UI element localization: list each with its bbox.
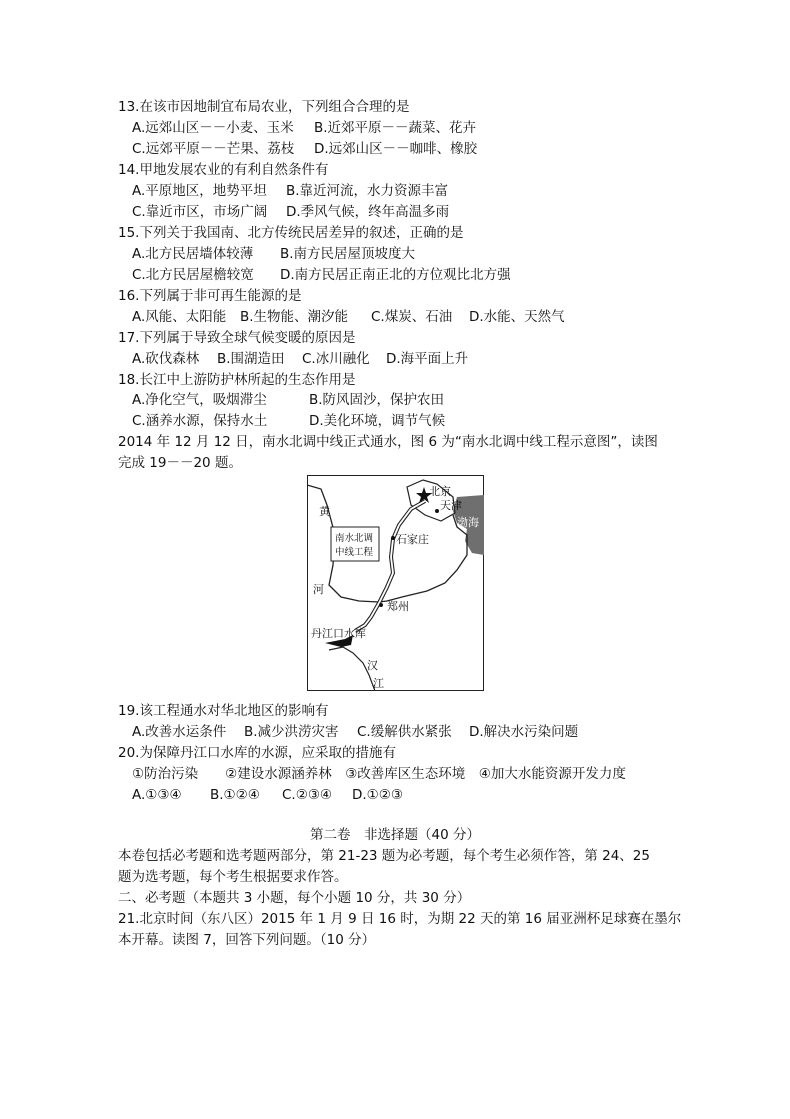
zhengzhou-label: 郑州 (387, 600, 409, 613)
zhengzhou-dot (379, 603, 383, 607)
q18-option-c: C.涵养水源，保持水土 (132, 413, 268, 429)
q18-option-d: D.美化环境，调节气候 (309, 413, 446, 429)
q13-option-b: B.近郊平原－－蔬菜、花卉 (314, 120, 477, 136)
part2-section: 二、必考题（本题共 3 小题，每个小题 10 分，共 30 分） (118, 890, 471, 906)
q15-option-c: C.北方民居屋檐较宽 (132, 267, 254, 283)
q15-option-b: B.南方民居屋顶坡度大 (280, 246, 416, 262)
intro-line-1: 2014 年 12 月 12 日，南水北调中线正式通水，图 6 为“南水北调中线工程示意图”，读图 (118, 434, 658, 450)
q15-stem: 15.下列关于我国南、北方传统民居差异的叙述，正确的是 (118, 225, 464, 241)
intro-line-2: 完成 19－－20 题。 (118, 455, 242, 471)
q16-option-d: D.水能、天然气 (469, 309, 565, 325)
q19-option-b: B.减少洪涝灾害 (244, 724, 339, 740)
bohai-label: 渤海 (457, 516, 479, 529)
q17-option-a: A.砍伐森林 (132, 351, 200, 367)
q16-option-b: B.生物能、潮汐能 (240, 309, 349, 325)
box-line-2: 中线工程 (335, 547, 374, 558)
q21-line-2: 本开幕。读图 7，回答下列问题。（10 分） (118, 932, 376, 948)
shijiazhuang-label: 石家庄 (396, 533, 429, 546)
q19-option-d: D.解决水污染问题 (469, 724, 579, 740)
han-label: 汉 (367, 659, 378, 672)
tianjin-label: 天津 (440, 499, 462, 512)
q16-option-a: A.风能、太阳能 (132, 309, 227, 325)
q20-items: ①防治污染 ②建设水源涵养林 ③改善库区生态环境 ④加大水能资源开发力度 (132, 766, 626, 782)
q21-line-1: 21.北京时间（东八区）2015 年 1 月 9 日 16 时，为期 22 天的第 16 届亚洲杯足球赛在墨尔 (118, 911, 682, 927)
q14-option-a: A.平原地区，地势平坦 (132, 183, 267, 199)
q20-option-a: A.①③④ (132, 787, 182, 803)
q17-option-b: B.围湖造田 (217, 351, 285, 367)
he-label: 河 (313, 583, 324, 596)
q20-stem: 20.为保障丹江口水库的水源，应采取的措施有 (118, 745, 396, 761)
part2-desc-1: 本卷包括必考题和选考题两部分，第 21-23 题为必考题，每个考生必须作答，第 24、25 (118, 848, 650, 864)
q14-option-b: B.靠近河流，水力资源丰富 (286, 183, 449, 199)
q19-option-a: A.改善水运条件 (132, 724, 227, 740)
beijing-label: 北京 (429, 485, 451, 498)
q13-stem: 13.在该市因地制宜布局农业，下列组合合理的是 (118, 99, 410, 115)
q16-stem: 16.下列属于非可再生能源的是 (118, 288, 302, 304)
box-line-1: 南水北调 (335, 533, 374, 544)
huang-label: 黄 (319, 505, 330, 518)
shijiazhuang-dot (391, 536, 395, 540)
q19-option-c: C.缓解供水紧张 (357, 724, 452, 740)
q13-option-c: C.远郊平原－－芒果、荔枝 (132, 141, 295, 157)
south-north-water-diversion-map (307, 475, 484, 691)
jiang-label: 江 (373, 677, 384, 690)
q19-stem: 19.该工程通水对华北地区的影响有 (118, 703, 329, 719)
q18-option-a: A.净化空气，吸烟滞尘 (132, 392, 267, 408)
q18-option-b: B.防风固沙，保护农田 (309, 392, 445, 408)
q17-option-d: D.海平面上升 (386, 351, 469, 367)
q20-option-d: D.①②③ (352, 787, 403, 803)
q14-stem: 14.甲地发展农业的有利自然条件有 (118, 162, 329, 178)
q15-option-d: D.南方民居正南正北的方位观比北方强 (280, 267, 511, 283)
q13-option-a: A.远郊山区－－小麦、玉米 (132, 120, 294, 136)
part2-title: 第二卷 非选择题（40 分） (310, 827, 480, 843)
q20-option-b: B.①②④ (210, 787, 260, 803)
q17-stem: 17.下列属于导致全球气候变暖的原因是 (118, 330, 356, 346)
q14-option-c: C.靠近市区，市场广阔 (132, 204, 268, 220)
q18-stem: 18.长江中上游防护林所起的生态作用是 (118, 372, 356, 388)
tianjin-dot (435, 509, 439, 513)
q17-option-c: C.冰川融化 (302, 351, 370, 367)
q16-option-c: C.煤炭、石油 (371, 309, 453, 325)
danjiangkou-label: 丹江口水库 (311, 627, 366, 640)
q13-option-d: D.远郊山区－－咖啡、橡胶 (314, 141, 478, 157)
q14-option-d: D.季风气候，终年高温多雨 (286, 204, 450, 220)
q20-option-c: C.②③④ (282, 787, 333, 803)
q15-option-a: A.北方民居墙体较薄 (132, 246, 254, 262)
part2-desc-2: 题为选考题，每个考生根据要求作答。 (118, 869, 348, 885)
